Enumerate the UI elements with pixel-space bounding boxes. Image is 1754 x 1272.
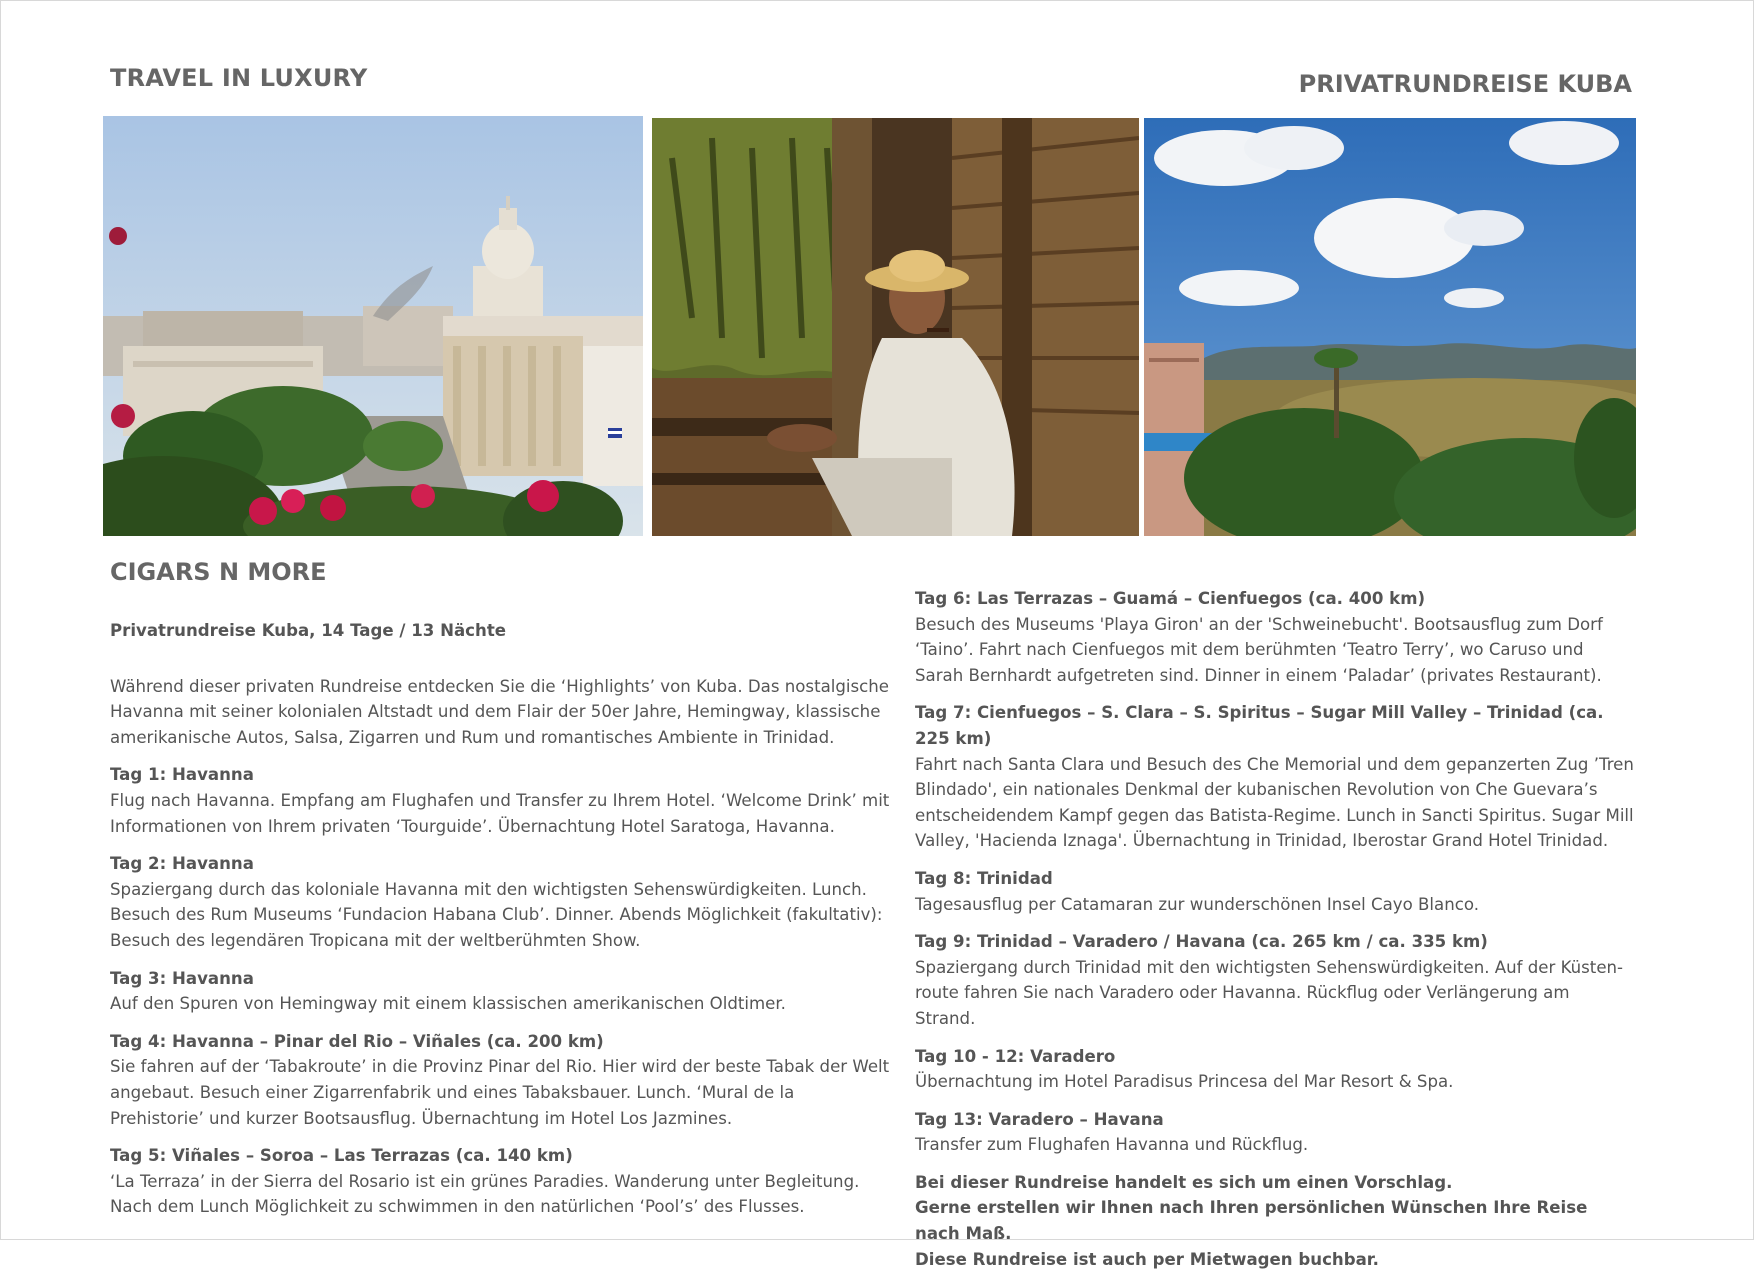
- day-description: Spaziergang durch das koloniale Havanna mit den wichtigsten Sehenswürdigkeiten. Lunch. Besuch des Rum Museums ‘Fundacion Habana Club’. Dinner. Abends Möglichkeit (fakultativ): Besuch des legendären Tropicana mit der weltberühmten Show.: [110, 879, 883, 950]
- day-entry: [915, 866, 1635, 917]
- day-title: Tag 7: Cienfuegos – S. Clara – S. Spiritus – Sugar Mill Valley – Trinidad (ca. 225 km): [915, 703, 1604, 748]
- day-description: Flug nach Havanna. Empfang am Flughafen und Transfer zu Ihrem Hotel. ‘Welcome Drink’ mit Informationen von Ihrem privaten ‘Tourguide’. Übernachtung Hotel Saratoga, Havanna.: [110, 790, 890, 836]
- day-description: Transfer zum Flughafen Havanna und Rückflug.: [915, 1135, 1309, 1155]
- day-description: Fahrt nach Santa Clara und Besuch des Che Memorial und dem gepanzerten Zug ’Tren Blindado', ein nationales Denkmal der kubanischen Revolution von Che Guevara’s entscheidendem Kampf gegen das Batista-Regime. Lunch in Sancti Spiritus. Sugar Mill Valley, 'Hacienda Iznaga'. Übernachtung in Trinidad, Iberostar Grand Hotel Trinidad.: [915, 754, 1634, 851]
- havana-capitolio-photo: [103, 116, 643, 536]
- day-title: Tag 13: Varadero – Havana: [915, 1109, 1164, 1129]
- day-description: Sie fahren auf der ‘Tabakroute’ in die Provinz Pinar del Rio. Hier wird der beste Tabak der Welt angebaut. Besuch einer Zigarrenfabrik und eines Tabaksbauer. Lunch. ‘Mural de la Prehistorie’ und kurzer Bootsausflug. Übernachtung im Hotel Los Jazmines.: [110, 1057, 890, 1128]
- day-title: Tag 8: Trinidad: [915, 868, 1053, 888]
- day-title: Tag 9: Trinidad – Varadero / Havana (ca. 265 km / ca. 335 km): [915, 932, 1488, 952]
- brand-label: TRAVEL IN LUXURY: [110, 64, 368, 92]
- day-entry: [110, 966, 890, 1017]
- day-title: Tag 5: Viñales – Soroa – Las Terrazas (ca. 140 km): [110, 1146, 573, 1166]
- itinerary-left-column: [110, 618, 890, 1232]
- day-entry: [110, 1029, 890, 1131]
- day-description: Tagesausflug per Catamaran zur wunderschönen Insel Cayo Blanco.: [915, 894, 1479, 914]
- day-entry: [110, 851, 890, 953]
- closing-note: [915, 1170, 1635, 1272]
- day-title: Tag 6: Las Terrazas – Guamá – Cienfuegos (ca. 400 km): [915, 589, 1426, 608]
- section-title: CIGARS N MORE: [110, 558, 327, 586]
- day-entry: [110, 762, 890, 839]
- trip-subtitle: Privatrundreise Kuba, 14 Tage / 13 Nächte: [110, 621, 507, 640]
- vinales-valley-photo: [1144, 118, 1636, 536]
- day-entry: [110, 1143, 890, 1220]
- document-title: PRIVATRUNDREISE KUBA: [1298, 70, 1632, 98]
- itinerary-right-column: [915, 586, 1635, 1272]
- day-description: Auf den Spuren von Hemingway mit einem klassischen amerikanischen Oldtimer.: [110, 994, 786, 1014]
- closing-line: Gerne erstellen wir Ihnen nach Ihren persönlichen Wünschen Ihre Reise nach Maß.: [915, 1198, 1588, 1244]
- day-title: Tag 10 - 12: Varadero: [915, 1046, 1116, 1066]
- day-entry: [915, 1107, 1635, 1158]
- day-entry: [915, 700, 1635, 854]
- day-entry: [915, 1044, 1635, 1095]
- day-title: Tag 3: Havanna: [110, 968, 254, 988]
- day-description: Übernachtung im Hotel Paradisus Princesa del Mar Resort & Spa.: [915, 1072, 1454, 1092]
- day-entry: [915, 929, 1635, 1031]
- day-title: Tag 1: Havanna: [110, 765, 254, 785]
- closing-line: Bei dieser Rundreise handelt es sich um einen Vorschlag.: [915, 1172, 1453, 1192]
- day-entry: [915, 586, 1635, 688]
- tobacco-farmer-photo: [652, 118, 1139, 536]
- day-description: ‘La Terraza’ in der Sierra del Rosario ist ein grünes Paradies. Wanderung unter Begleitung. Nach dem Lunch Möglichkeit zu schwimmen in den natürlichen ‘Pool’s’ des Flusses.: [110, 1171, 860, 1217]
- intro-paragraph: Während dieser privaten Rundreise entdecken Sie die ‘Highlights’ von Kuba. Das nostalgische Havanna mit seiner kolonialen Altstadt und dem Flair der 50er Jahre, Hemingway, klassische amerikanische Autos, Salsa, Zigarren und Rum und romantisches Ambiente in Trinidad.: [110, 676, 889, 747]
- day-description: Spaziergang durch Trinidad mit den wichtigsten Sehenswürdigkeiten. Auf der Küsten-route fahren Sie nach Varadero oder Havanna. Rückflug oder Verlängerung am Strand.: [915, 957, 1624, 1028]
- closing-line: Diese Rundreise ist auch per Mietwagen buchbar.: [915, 1249, 1379, 1269]
- day-title: Tag 4: Havanna – Pinar del Rio – Viñales (ca. 200 km): [110, 1031, 604, 1051]
- day-description: Besuch des Museums 'Playa Giron' an der 'Schweinebucht'. Bootsausflug zum Dorf ‘Taino’. Fahrt nach Cienfuegos mit dem berühmten ‘Teatro Terry’, wo Caruso und Sarah Bernhardt aufgetreten sind. Dinner in einem ‘Paladar’ (privates Restaurant).: [915, 614, 1603, 685]
- day-title: Tag 2: Havanna: [110, 854, 254, 874]
